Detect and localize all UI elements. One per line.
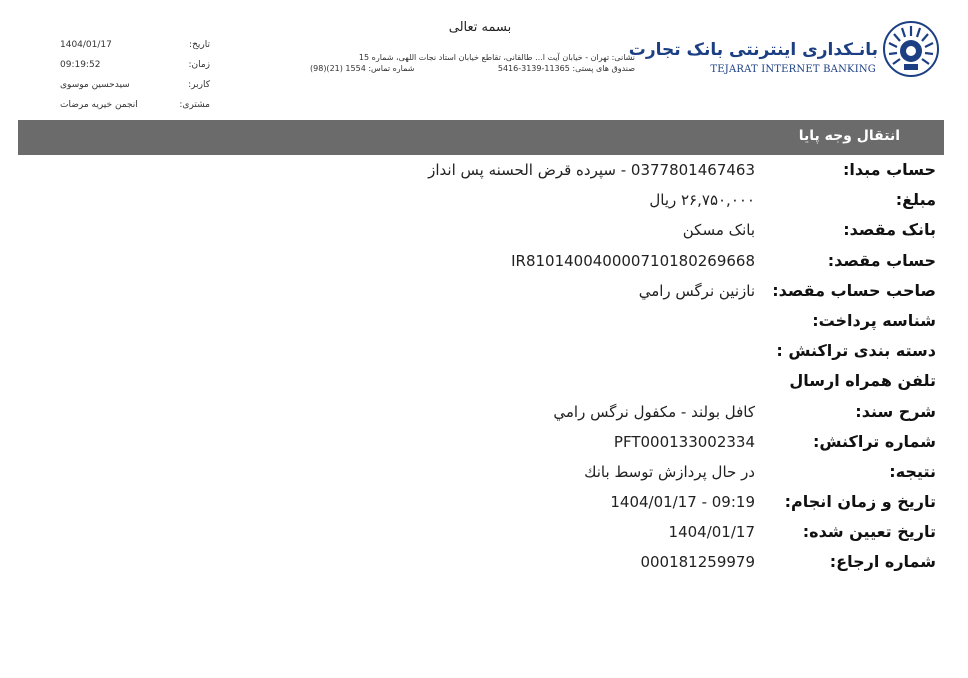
detail-row	[18, 519, 944, 549]
result-label: نتیجه:	[889, 461, 936, 481]
detail-row	[18, 248, 944, 278]
detail-row	[18, 308, 944, 338]
dest-owner-label: صاحب حساب مقصد:	[772, 280, 936, 300]
source-account-value: 0377801467463 - سپرده قرض الحسنه پس انداز	[428, 161, 755, 179]
payment-id-label: شناسه پرداخت:	[812, 310, 936, 330]
user-label: کاربر:	[188, 80, 210, 90]
dest-bank-value: بانک مسکن	[682, 221, 755, 240]
detail-row	[18, 217, 944, 247]
detail-row	[18, 338, 944, 368]
date-value: 1404/01/17	[60, 40, 112, 50]
address-line: نشانی: تهران - خیابان آیت ا... طالقانی، تقاطع خیابان استاد نجات اللهی، شماره 15	[358, 53, 635, 62]
description-value: كافل بولند - مکفول نرگس رامي	[553, 402, 755, 421]
customer-label: مشتری:	[179, 100, 210, 110]
time-label: زمان:	[188, 60, 210, 70]
customer-value: انجمن خیریه مرضات	[60, 100, 138, 110]
detail-row	[18, 429, 944, 459]
postal-box: صندوق های پستی: 11365-3139-5416	[497, 64, 635, 73]
basmala-heading: بسمه تعالی	[448, 20, 512, 35]
logo-english-text: TEJARAT INTERNET BANKING	[710, 64, 876, 75]
reference-no-label: شماره ارجاع:	[829, 552, 936, 572]
logo-persian-text: بانـکداری اینترنتی بانک تجارت	[628, 40, 878, 60]
detail-row	[18, 368, 944, 398]
user-value: سیدحسین موسوی	[60, 80, 130, 90]
transfer-details	[18, 157, 944, 580]
dest-account-label: حساب مقصد:	[827, 250, 936, 270]
scheduled-date-value: 1404/01/17	[668, 523, 755, 542]
scheduled-date-label: تاریخ تعیین شده:	[802, 522, 936, 542]
detail-row	[18, 399, 944, 429]
receipt-meta	[60, 35, 210, 115]
detail-row	[18, 187, 944, 217]
reference-no-value: 000181259979	[640, 553, 755, 572]
dest-account-value: IR810140040000710180269668	[511, 251, 755, 270]
detail-row	[18, 549, 944, 579]
amount-value: ۲۶,۷۵۰,۰۰۰ ریال	[649, 191, 755, 210]
result-value: در حال پردازش توسط بانك	[584, 462, 755, 481]
transaction-no-label: شماره تراکنش:	[813, 431, 936, 451]
detail-row	[18, 459, 944, 489]
bank-address	[310, 52, 635, 74]
amount-label: مبلغ:	[895, 190, 936, 210]
datetime-value: 1404/01/17 - 09:19	[610, 493, 755, 512]
dest-owner-value: نازنين نرگس رامي	[638, 281, 755, 300]
section-header-bar	[18, 120, 944, 155]
detail-row	[18, 278, 944, 308]
date-label: تاریخ:	[189, 40, 210, 50]
source-account-label: حساب مبدا:	[842, 160, 936, 179]
bank-logo	[628, 20, 940, 80]
category-label: دسته بندی تراکنش :	[776, 341, 936, 361]
transaction-no-value: PFT000133002334	[613, 432, 755, 451]
detail-row	[18, 157, 944, 187]
bank-emblem-icon	[882, 20, 940, 78]
datetime-label: تاریخ و زمان انجام:	[784, 492, 936, 512]
section-title: انتقال وجه پایا	[798, 128, 900, 144]
description-label: شرح سند:	[855, 401, 936, 421]
dest-bank-label: بانک مقصد:	[843, 220, 936, 240]
contact-number: شماره تماس: 1554 (21)(98)	[310, 64, 415, 73]
mobile-label: تلفن همراه ارسال	[789, 371, 936, 391]
time-value: 09:19:52	[60, 60, 101, 70]
detail-row	[18, 489, 944, 519]
